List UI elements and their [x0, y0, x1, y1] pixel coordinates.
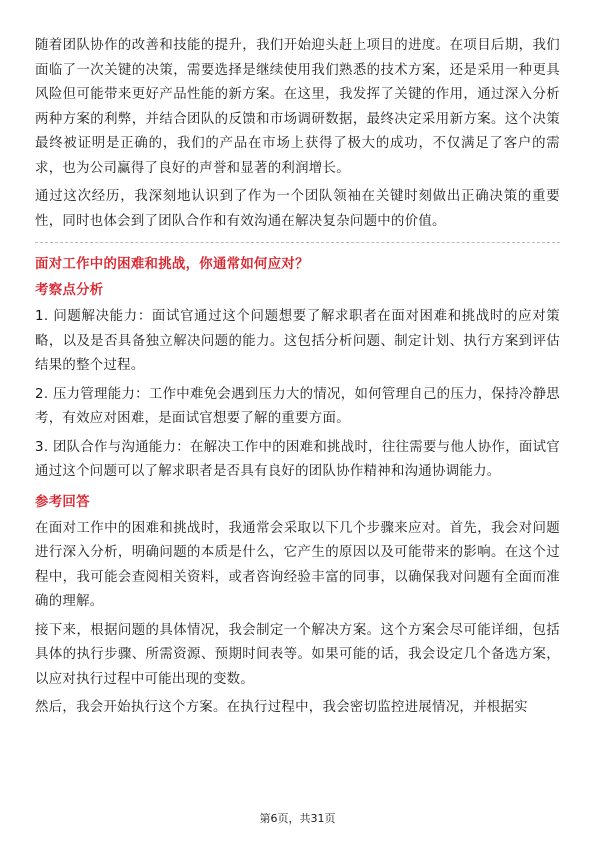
- answer-paragraph-2: 接下来，根据问题的具体情况，我会制定一个解决方案。这个方案会尽可能详细，包括具体的执行步骤、所需资源、预期时间表等。如果可能的话，我会设定几个备选方案，以应对执行过程中可能出现的变数。: [35, 622, 560, 687]
- analysis-item-2: 2. 压力管理能力：工作中难免会遇到压力大的情况，如何管理自己的压力，保持冷静思考，有效应对困难，是面试官想要了解的重要方面。: [35, 386, 560, 426]
- document-page: [35, 34, 560, 725]
- intro-paragraph-1: 随着团队协作的改善和技能的提升，我们开始迎头赶上项目的进度。在项目后期，我们面临了一次关键的决策，需要选择是继续使用我们熟悉的技术方案，还是采用一种更具风险但可能带来更好产品性能的新方案。在这里，我发挥了关键的作用，通过深入分析两种方案的利弊，并结合团队的反馈和市场调研数据，最终决定采用新方案。这个决策最终被证明是正确的，我们的产品在市场上获得了极大的成功，不仅满足了客户的需求，也为公司赢得了良好的声誉和显著的利润增长。: [35, 38, 560, 176]
- answer-heading: 参考回答: [35, 494, 90, 510]
- answer-paragraph-3: 然后，我会开始执行这个方案。在执行过程中，我会密切监控进展情况，并根据实: [35, 700, 528, 715]
- analysis-item-3: 3. 团队合作与沟通能力：在解决工作中的困难和挑战时，往往需要与他人协作，面试官通过这个问题可以了解求职者是否具有良好的团队协作精神和沟通协调能力。: [35, 439, 560, 479]
- analysis-heading: 考察点分析: [35, 283, 104, 298]
- page-number-footer: 第6页，共31页: [259, 812, 336, 825]
- interview-question: 面对工作中的困难和挑战，你通常如何应对？: [35, 257, 309, 272]
- section-divider: [35, 242, 560, 243]
- answer-paragraph-1: 在面对工作中的困难和挑战时，我通常会采取以下几个步骤来应对。首先，我会对问题进行深入分析，明确问题的本质是什么，它产生的原因以及可能带来的影响。在这个过程中，我可能会查阅相关资料，或者咨询经验丰富的同事，以确保我对问题有全面而准确的理解。: [35, 520, 560, 609]
- intro-paragraph-2: 通过这次经历，我深刻地认识到了作为一个团队领袖在关键时刻做出正确决策的重要性，同时也体会到了团队合作和有效沟通在解决复杂问题中的价值。: [35, 189, 560, 229]
- analysis-item-1: 1. 问题解决能力：面试官通过这个问题想要了解求职者在面对困难和挑战时的应对策略，以及是否具备独立解决问题的能力。这包括分析问题、制定计划、执行方案到评估结果的整个过程。: [35, 309, 560, 373]
